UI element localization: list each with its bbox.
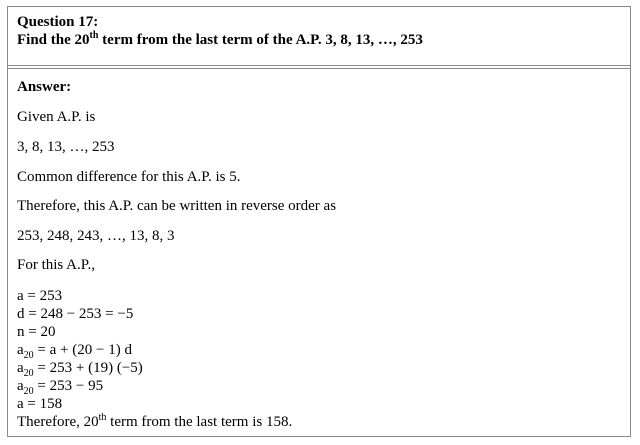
answer-line-given: Given A.P. is [17, 109, 96, 125]
work-line-a: a = 253 [17, 288, 63, 304]
answer-line-reverse: Therefore, this A.P. can be written in reverse order as [17, 198, 337, 214]
work-line-d: d = 248 − 253 = −5 [17, 306, 134, 322]
question-text-part: term from the last term of the A.P. 3, 8, 13, …, 253 [98, 32, 423, 48]
answer-line-reversed-ap: 253, 248, 243, …, 13, 8, 3 [17, 228, 175, 244]
work-expression: = 253 + (19) (−5) [33, 360, 143, 376]
answer-box [8, 68, 630, 436]
answer-line-ap: 3, 8, 13, …, 253 [17, 139, 115, 155]
work-line-n: n = 20 [17, 324, 56, 340]
conclusion-sup: th [98, 412, 107, 423]
question-text-sup: th [89, 30, 99, 41]
answer-line-difference: Common difference for this A.P. is 5. [17, 169, 241, 185]
answer-line-for-ap: For this A.P., [17, 257, 95, 273]
question-answer-frame [7, 6, 631, 437]
work-subscript: 20 [23, 368, 34, 379]
question-title: Question 17: [17, 14, 99, 30]
work-subscript: 20 [23, 386, 34, 397]
question-text-part: Find the 20 [17, 32, 90, 48]
question-text [17, 31, 423, 49]
work-line-formula [17, 341, 132, 359]
conclusion-part: Therefore, 20 [17, 414, 99, 430]
work-expression: = a + (20 − 1) d [33, 342, 132, 358]
answer-conclusion [17, 413, 292, 431]
conclusion-part: term from the last term is 158. [106, 414, 293, 430]
answer-label: Answer: [17, 79, 72, 95]
work-line-substitute [17, 359, 143, 377]
work-subscript: 20 [23, 350, 34, 361]
work-expression: = 253 − 95 [33, 378, 104, 394]
work-var: a [17, 378, 24, 394]
work-var: a [17, 342, 24, 358]
work-line-simplify [17, 377, 103, 395]
question-box [8, 7, 630, 66]
work-var: a [17, 360, 24, 376]
work-line-result: a = 158 [17, 396, 63, 412]
